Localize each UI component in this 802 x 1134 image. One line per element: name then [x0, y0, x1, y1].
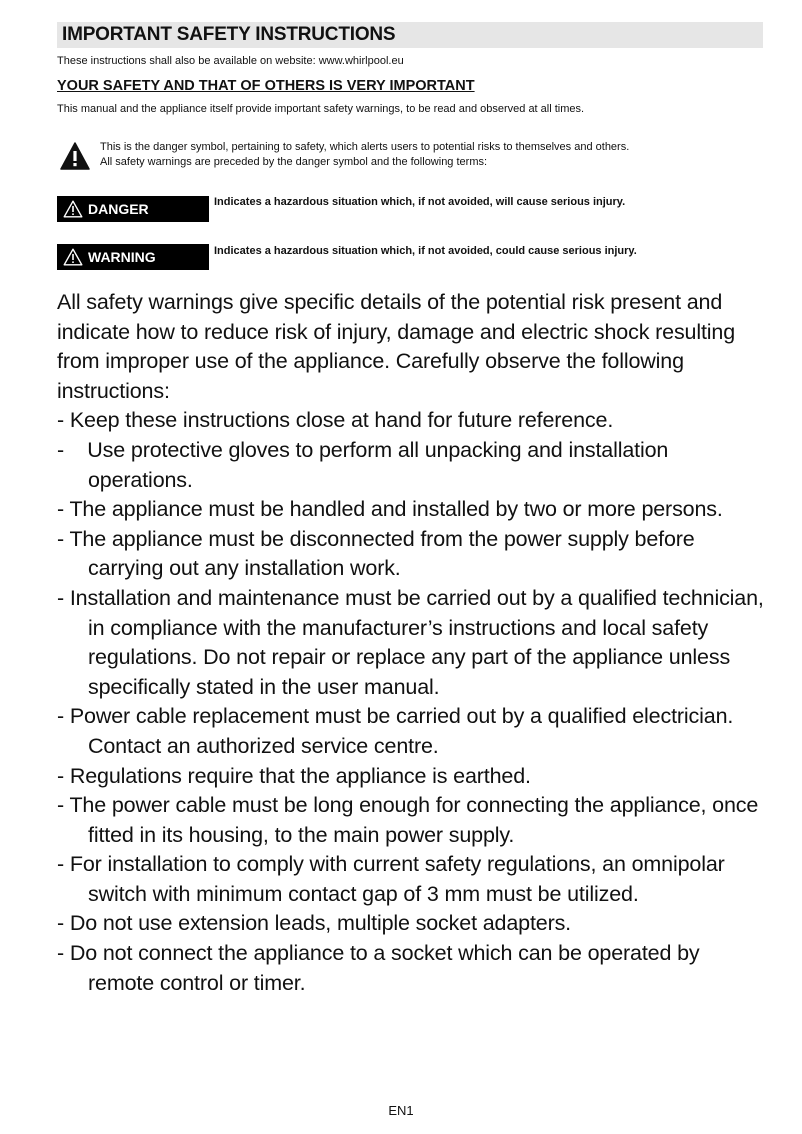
warning-description: Indicates a hazardous situation which, if not avoided, could cause serious injury.	[214, 245, 637, 257]
danger-symbol-line-2: All safety warnings are preceded by the danger symbol and the following terms:	[100, 156, 488, 168]
page-title: IMPORTANT SAFETY INSTRUCTIONS	[62, 24, 396, 45]
list-item: - Do not use extension leads, multiple socket adapters.	[57, 911, 572, 936]
list-item: - For installation to comply with current safety regulations, an omnipolar switch with minimum contact gap of 3 mm must be utilized.	[57, 852, 725, 906]
warning-triangle-icon	[63, 248, 83, 266]
page-number: EN1	[388, 1103, 414, 1118]
instruction-list	[57, 406, 767, 998]
list-item: - Keep these instructions close at hand for future reference.	[57, 408, 614, 433]
list-item: - Regulations require that the appliance is earthed.	[57, 763, 531, 788]
list-item: - The appliance must be disconnected from the power supply before carrying out any installation work.	[57, 526, 695, 581]
warning-triangle-icon	[63, 200, 83, 218]
list-item: - Do not connect the appliance to a socket which can be operated by remote control or timer.	[57, 941, 700, 995]
list-item: - The power cable must be long enough for connecting the appliance, once fitted in its housing, to the main power supply.	[57, 793, 759, 847]
danger-symbol-description	[100, 140, 629, 170]
list-item: - Use protective gloves to perform all unpacking and installation operations.	[57, 437, 669, 492]
list-item: - The appliance must be handled and installed by two or more persons.	[57, 497, 723, 522]
warning-badge	[57, 244, 209, 270]
website-note: These instructions shall also be available on website: www.whirlpool.eu	[57, 55, 404, 67]
body-intro: All safety warnings give specific details of the potential risk present and indicate how to reduce risk of injury, damage and electric shock resulting from improper use of the appliance. Carefully observe the following instructions:	[57, 290, 736, 403]
danger-badge	[57, 196, 209, 222]
danger-label: DANGER	[88, 201, 149, 217]
warning-label: WARNING	[88, 249, 156, 265]
list-item: - Installation and maintenance must be carried out by a qualified technician, in compliance with the manufacturer’s instructions and local safety regulations. Do not repair or replace any part of the appliance unless specifically stated in the user manual.	[57, 585, 764, 699]
danger-description: Indicates a hazardous situation which, if not avoided, will cause serious injury.	[214, 196, 626, 208]
safety-intro: This manual and the appliance itself provide important safety warnings, to be read and observed at all times.	[57, 103, 585, 115]
safety-body	[57, 288, 767, 998]
danger-symbol-line-1: This is the danger symbol, pertaining to safety, which alerts users to potential risks to themselves and others.	[100, 141, 630, 153]
warning-triangle-icon	[60, 142, 90, 170]
safety-heading: YOUR SAFETY AND THAT OF OTHERS IS VERY IMPORTANT	[57, 78, 475, 94]
list-item: - Power cable replacement must be carried out by a qualified electrician. Contact an authorized service centre.	[57, 704, 734, 758]
